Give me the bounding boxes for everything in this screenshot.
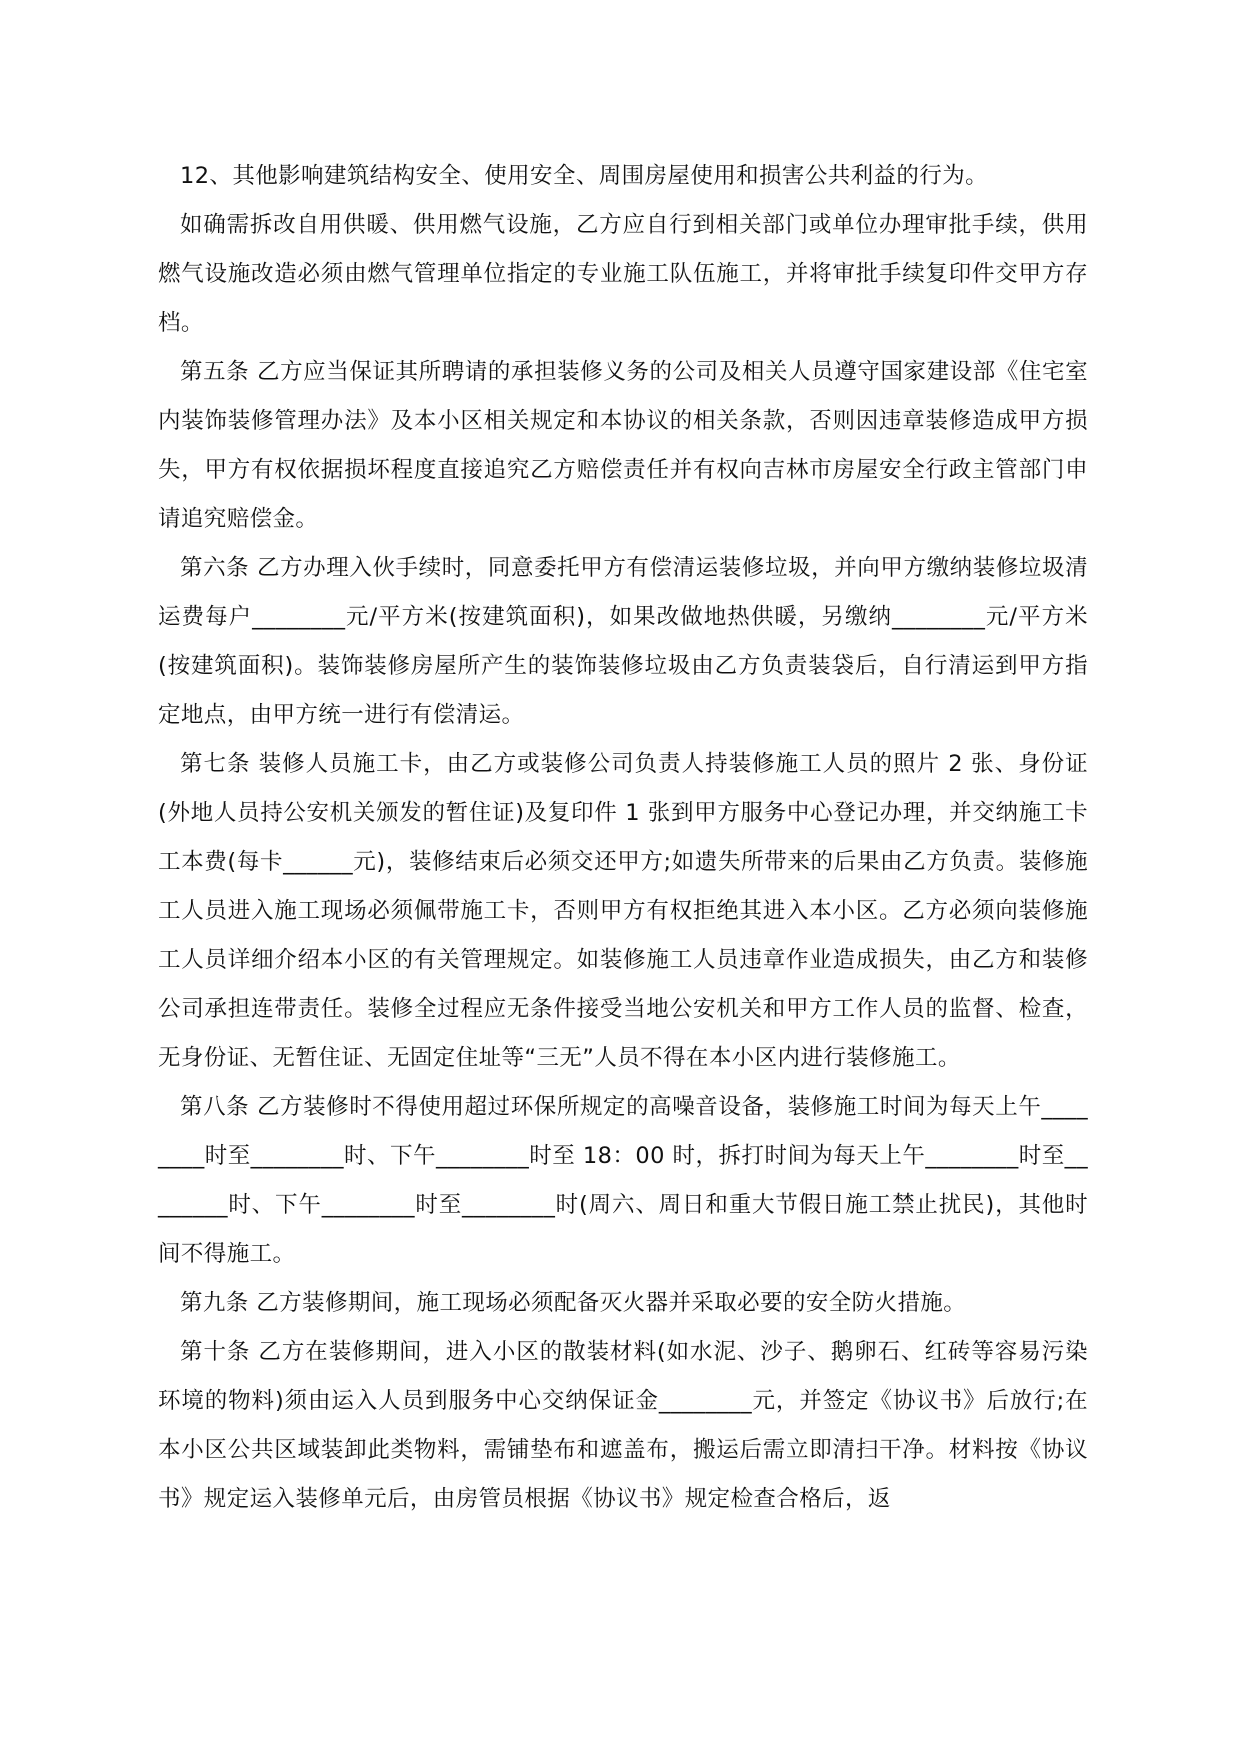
paragraph-gas-heating: 如确需拆改自用供暖、供用燃气设施，乙方应自行到相关部门或单位办理审批手续，供用燃气设施改造必须由燃气管理单位指定的专业施工队伍施工，并将审批手续复印件交甲方存档。 bbox=[158, 212, 1088, 336]
paragraph-article-5: 第五条 乙方应当保证其所聘请的承担装修义务的公司及相关人员遵守国家建设部《住宅室内装饰装修管理办法》及本小区相关规定和本协议的相关条款，否则因违章装修造成甲方损失，甲方有权依据损坏程度直接追究乙方赔偿责任并有权向吉林市房屋安全行政主管部门申请追究赔偿金。 bbox=[158, 359, 1088, 532]
document-body bbox=[158, 152, 1096, 1524]
paragraph-article-7: 第七条 装修人员施工卡，由乙方或装修公司负责人持装修施工人员的照片 2 张、身份证(外地人员持公安机关颁发的暂住证)及复印件 1 张到甲方服务中心登记办理，并交纳施工卡工本费(每卡______元)，装修结束后必须交还甲方;如遗失所带来的后果由乙方负责。装修施工人员进入施工现场必须佩带施工卡，否则甲方有权拒绝其进入本小区。乙方必须向装修施工人员详细介绍本小区的有关管理规定。如装修施工人员违章作业造成损失，由乙方和装修公司承担连带责任。装修全过程应无条件接受当地公安机关和甲方工作人员的监督、检查，无身份证、无暂住证、无固定住址等“三无”人员不得在本小区内进行装修施工。 bbox=[158, 751, 1088, 1071]
paragraph-article-9: 第九条 乙方装修期间，施工现场必须配备灭火器并采取必要的安全防火措施。 bbox=[180, 1290, 967, 1316]
paragraph-article-8: 第八条 乙方装修时不得使用超过环保所规定的高噪音设备，装修施工时间为每天上午________时至________时、下午________时至 18：00 时，拆打时间为每天上午________时至________时、下午________时至________时(周六、周日和重大节假日施工禁止扰民)，其他时间不得施工。 bbox=[158, 1094, 1088, 1267]
paragraph-article-6: 第六条 乙方办理入伙手续时，同意委托甲方有偿清运装修垃圾，并向甲方缴纳装修垃圾清运费每户________元/平方米(按建筑面积)，如果改做地热供暖，另缴纳________元/平方米 (按建筑面积)。装饰装修房屋所产生的装饰装修垃圾由乙方负责装袋后，自行清运到甲方指定地点，由甲方统一进行有偿清运。 bbox=[158, 555, 1096, 728]
paragraph-article-10: 第十条 乙方在装修期间，进入小区的散装材料(如水泥、沙子、鹅卵石、红砖等容易污染环境的物料)须由运入人员到服务中心交纳保证金________元，并签定《协议书》后放行;在本小区公共区域装卸此类物料，需铺垫布和遮盖布，搬运后需立即清扫干净。材料按《协议书》规定运入装修单元后，由房管员根据《协议书》规定检查合格后，返 bbox=[158, 1339, 1088, 1512]
paragraph-item-12: 12、其他影响建筑结构安全、使用安全、周围房屋使用和损害公共利益的行为。 bbox=[180, 163, 989, 189]
